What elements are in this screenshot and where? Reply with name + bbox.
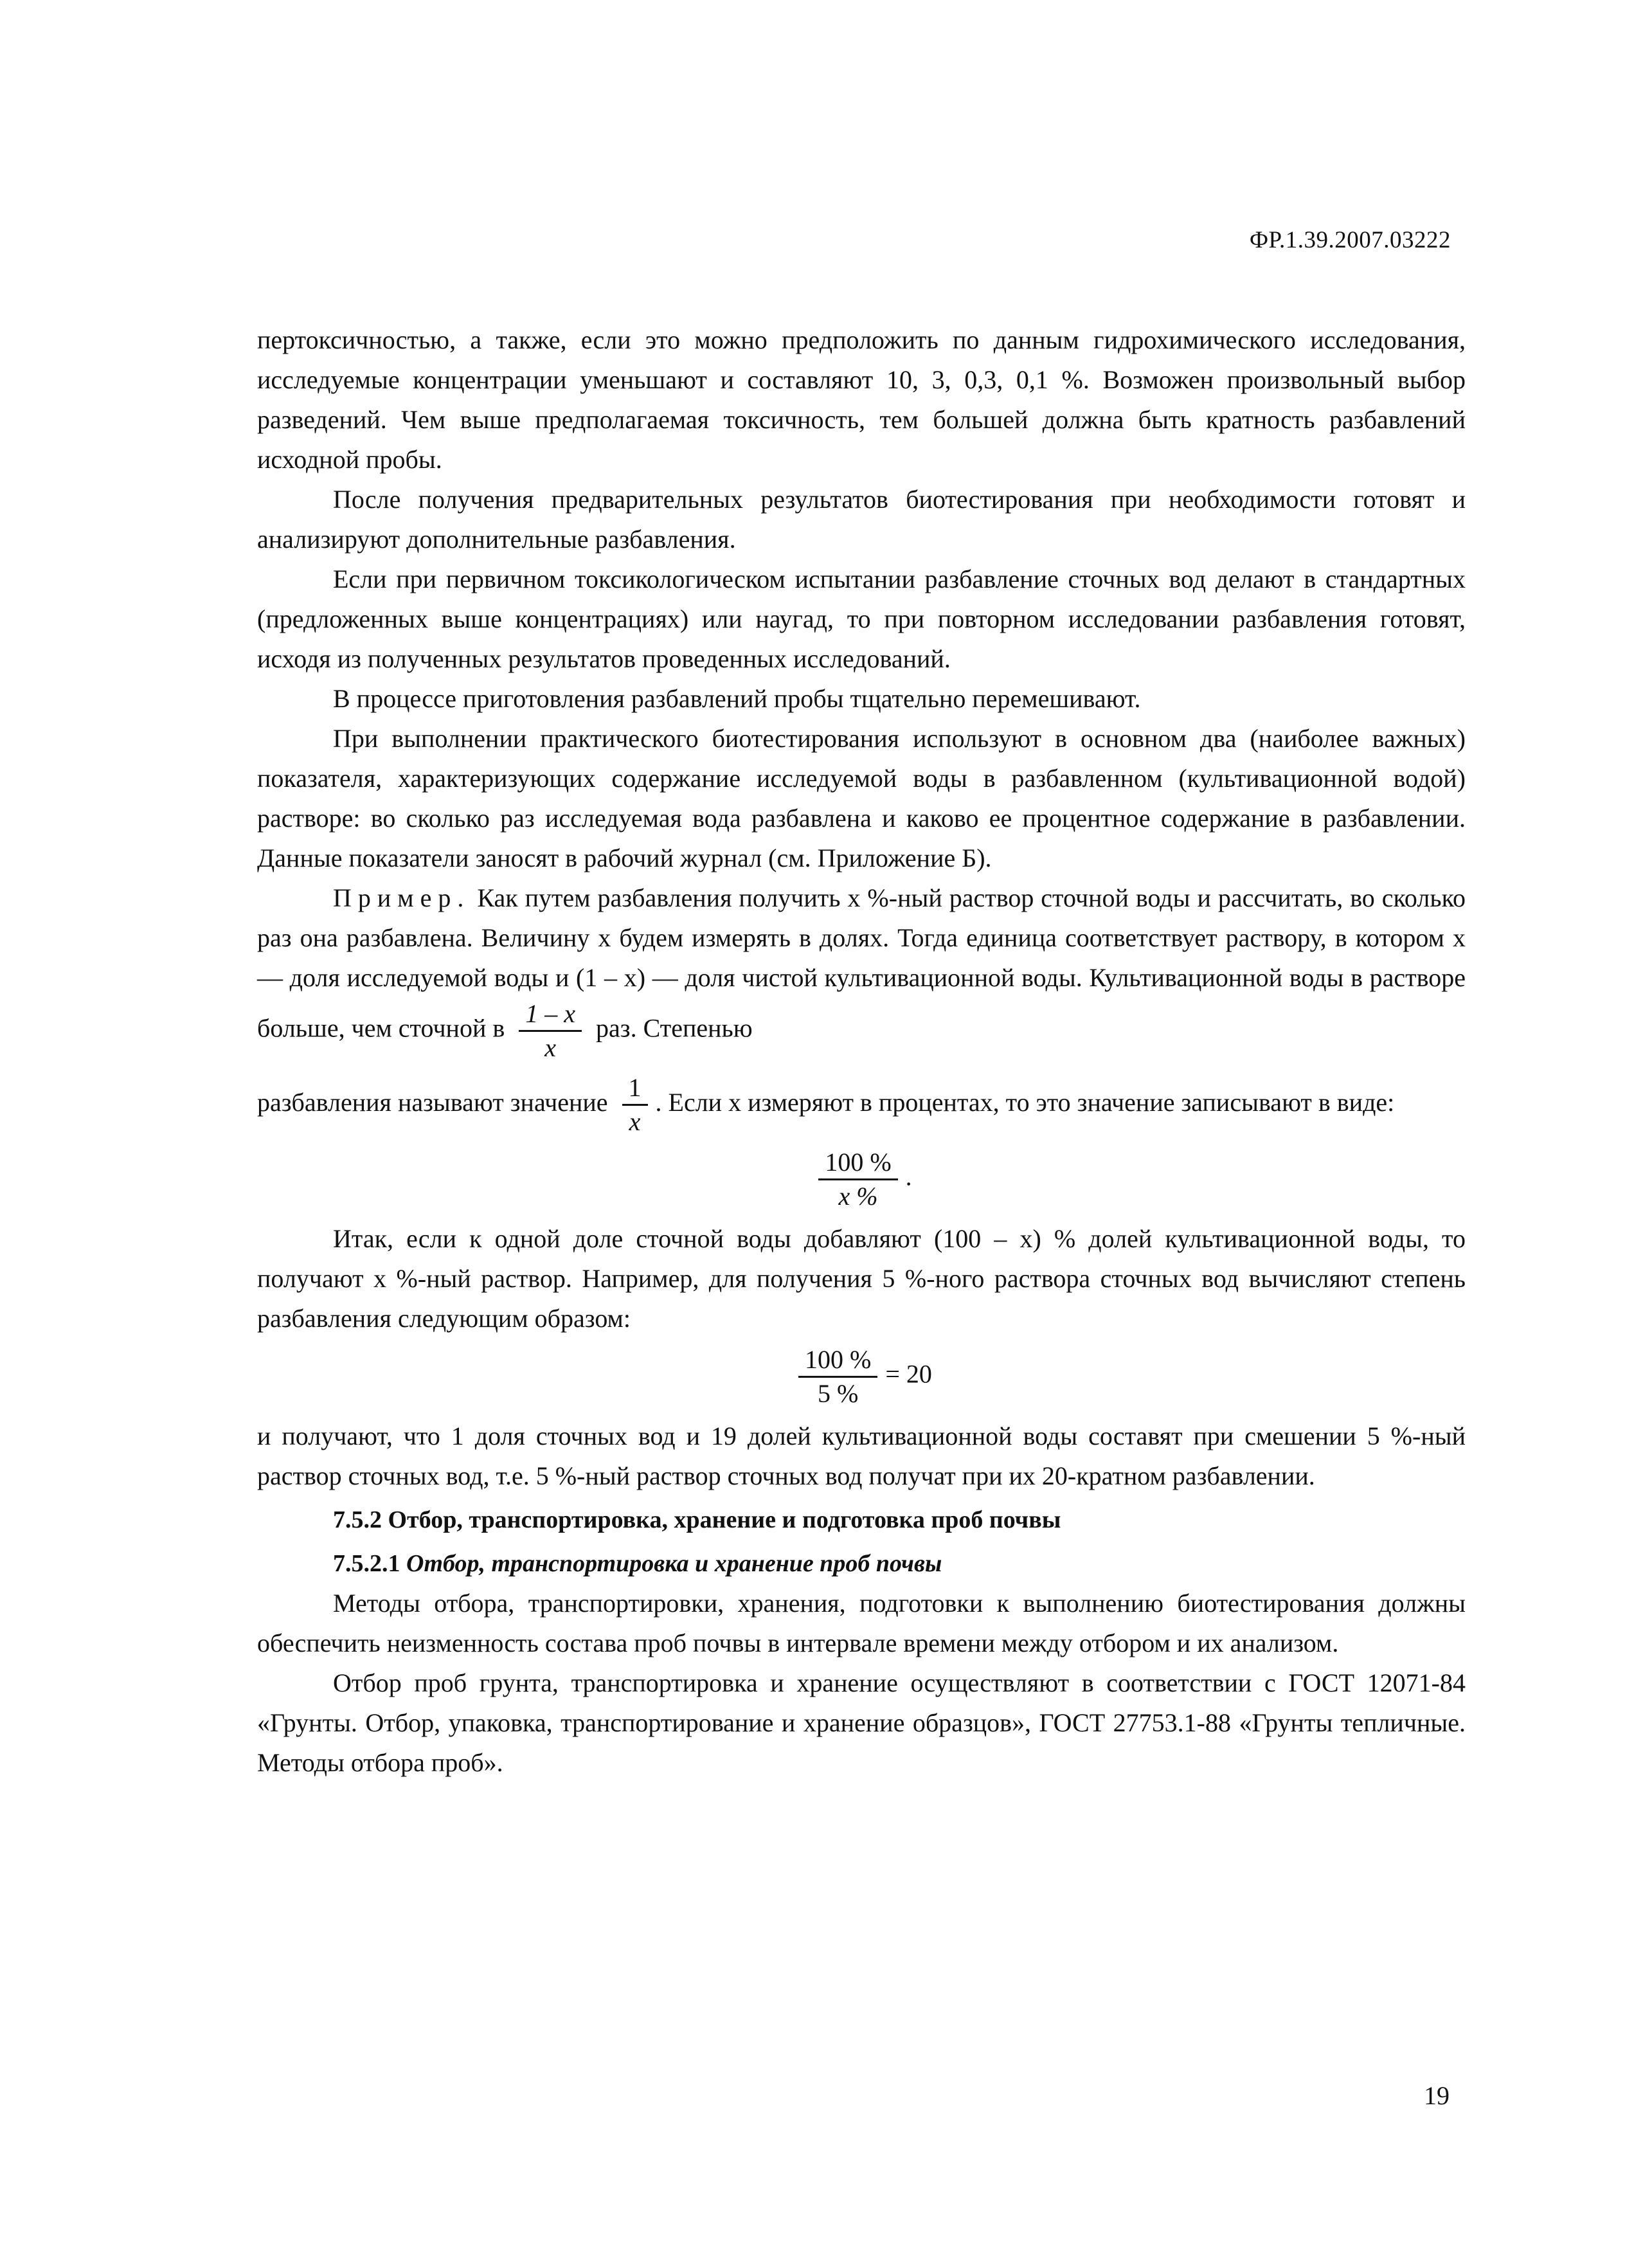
example-text: Как путем разбавления получить x %-ный раствор сточной воды и рассчитать, во сколько раз она разбавлена. Величину x будем измерять в долях. Тогда единица соответствует раствору, в котором x — доля исследуемой воды и (1 – x) — доля чистой культивационной воды. Культивационной воды в растворе больше, чем сточной в <box>257 883 1466 1043</box>
fraction-numerator: 1 – x <box>525 999 576 1028</box>
subsection-number: 7.5.2.1 <box>333 1550 400 1577</box>
example-text-tail: раз. Степенью <box>596 1013 753 1043</box>
fraction-one-minus-x-over-x <box>519 998 582 1064</box>
subsection-title: Отбор, транспортировка и хранение проб почвы <box>406 1550 942 1577</box>
dilution-text: разбавления называют значение <box>257 1088 608 1117</box>
formula-100-over-5 <box>257 1344 1466 1410</box>
fraction-numerator: 1 <box>628 1073 642 1103</box>
fraction-denominator: x <box>519 1030 582 1064</box>
fraction-one-over-x <box>622 1072 648 1138</box>
document-code: ФР.1.39.2007.03222 <box>1249 227 1451 253</box>
paragraph-continuation: пертоксичностью, а также, если это можно предположить по данным гидрохимического исследования, исследуемые концентрации уменьшают и составляют 10, 3, 0,3, 0,1 %. Возможен произвольный выбор разведений. Чем выше предполагаемая токсичность, тем большей должна быть кратность разбавлений исходной пробы. <box>257 325 1466 474</box>
document-body <box>257 320 1466 1783</box>
formula-tail: = 20 <box>885 1359 932 1389</box>
fraction-100-over-5 <box>798 1344 877 1410</box>
paragraph-mixing: В процессе приготовления разбавлений пробы тщательно перемешивают. <box>333 684 1141 713</box>
formula-percent-ratio <box>257 1146 1466 1213</box>
paragraph-repeat-study: Если при первичном токсикологическом испытании разбавление сточных вод делают в стандартных (предложенных выше концентрациях) или наугад, то при повторном исследовании разбавления готовят, исходя из полученных результатов проведенных исследований. <box>257 564 1466 673</box>
paragraph-indicators: При выполнении практического биотестирования используют в основном два (наиболее важных) показателя, характеризующих содержание исследуемой воды в разбавленном (культивационной водой) растворе: во сколько раз исследуемая вода разбавлена и каково ее процентное содержание в разбавлении. Данные показатели заносят в рабочий журнал (см. Приложение Б). <box>257 724 1466 872</box>
fraction-numerator: 100 % <box>825 1148 892 1177</box>
formula-tail: . <box>905 1162 912 1191</box>
section-heading-7-5-2: 7.5.2 Отбор, транспортировка, хранение и подготовка проб почвы <box>333 1506 1061 1533</box>
paragraph-so-if: Итак, если к одной доле сточной воды добавляют (100 – x) % долей культивационной воды, то получают x %-ный раствор. Например, для получения 5 %-ного раствора сточных вод вычисляют степень разбавления следующим образом: <box>257 1224 1466 1333</box>
fraction-denominator: x <box>622 1104 648 1138</box>
subsection-heading-7-5-2-1 <box>257 1544 1466 1584</box>
fraction-100-over-x <box>818 1146 897 1213</box>
paragraph-dilution-degree <box>257 1064 1466 1141</box>
example-label: Пример. <box>333 883 471 912</box>
page-number: 19 <box>1424 2081 1450 2110</box>
paragraph-result: и получают, что 1 доля сточных вод и 19 долей культивационной воды составят при смешении 5 %-ный раствор сточных вод, т.е. 5 %-ный раствор сточных вод получат при их 20-кратном разбавлении. <box>257 1421 1466 1490</box>
paragraph-gost: Отбор проб грунта, транспортировка и хранение осуществляют в соответствии с ГОСТ 12071-84 «Грунты. Отбор, упаковка, транспортирование и хранение образцов», ГОСТ 27753.1-88 «Грунты тепличные. Методы отбора проб». <box>257 1668 1466 1777</box>
dilution-text-tail: . Если x измеряют в процентах, то это значение записывают в виде: <box>655 1088 1395 1117</box>
fraction-denominator: 5 % <box>798 1376 877 1410</box>
fraction-denominator: x % <box>818 1178 897 1213</box>
paragraph-methods: Методы отбора, транспортировки, хранения, подготовки к выполнению биотестирования должны обеспечить неизменность состава проб почвы в интервале времени между отбором и их анализом. <box>257 1589 1466 1657</box>
paragraph-additional-dilutions: После получения предварительных результатов биотестирования при необходимости готовят и анализируют дополнительные разбавления. <box>257 485 1466 554</box>
fraction-numerator: 100 % <box>805 1345 872 1374</box>
paragraph-example <box>257 878 1466 1064</box>
